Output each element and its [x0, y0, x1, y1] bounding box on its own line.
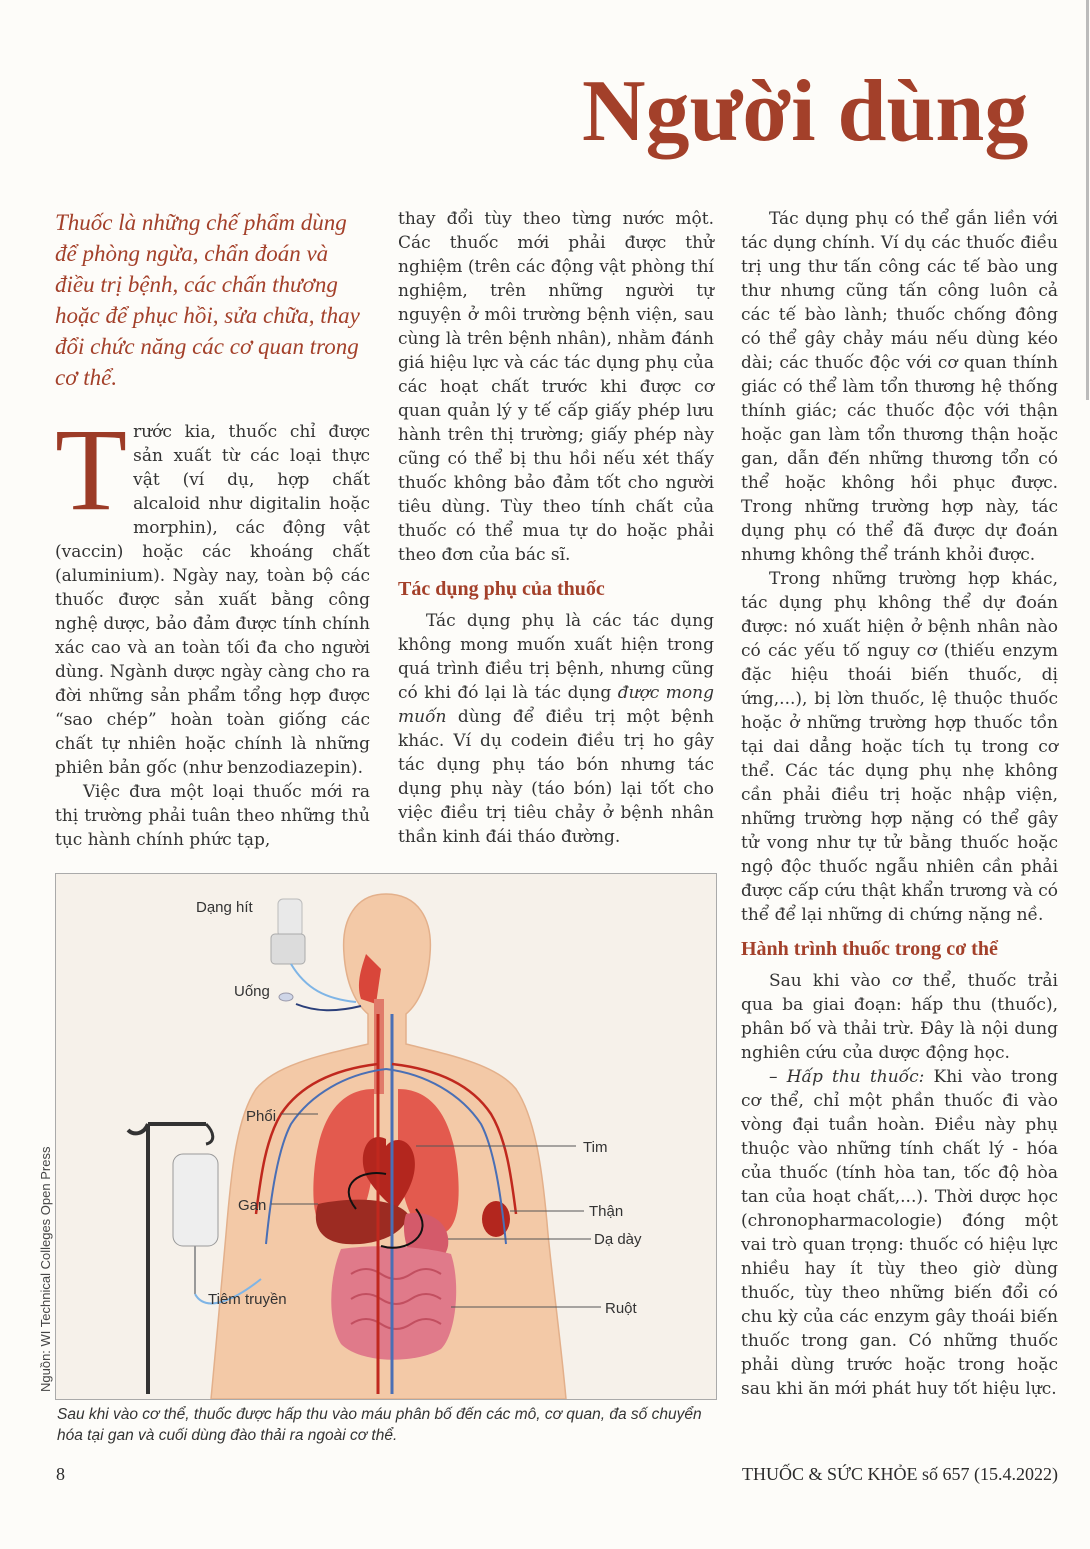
lead-paragraph: Thuốc là những chế phẩm dùng để phòng ngừa, chẩn đoán và điều trị bệnh, các chấn thương hoặc để phục hồi, sửa chữa, thay đổi chức năng các cơ quan trong cơ thể. [55, 210, 360, 390]
oral-arrow [296, 1004, 361, 1010]
label-liver: Gan [238, 1197, 267, 1214]
kidney [482, 1201, 510, 1237]
paragraph: Trước kia, thuốc chỉ được sản xuất từ các loại thực vật (ví dụ, hợp chất alcaloid như digitalin hoặc morphin), các động vật (vaccin) hoặc các khoáng chất (aluminium). Ngày nay, toàn bộ các thuốc được sản xuất bằng công nghệ dược, bảo đảm được tính chính xác cao và an toàn tối đa cho người dùng. Ngành dược ngày càng cho ra đời những sản phẩm tổng hợp được “sao chép” hoàn toàn giống các chất tự nhiên hoặc chính là những phiên bản gốc (như benzodiazepin). [55, 404, 370, 778]
body-illustration [56, 874, 716, 1399]
column-2 [398, 207, 714, 849]
paragraph: – Hấp thu thuốc: Khi vào trong cơ thể, chỉ một phần thuốc đi vào vòng đại tuần hoàn. Điều này phụ thuộc vào những tính chất lý - hóa của thuốc (tính hòa tan, tốc độ hòa tan của hoạt chất,...). Thời dược học (chronopharmacologie) đóng một vai trò quan trọng: thuốc có hiệu lực nhiều hay ít tùy theo giờ dùng thuốc, tùy theo những biến đổi có chu kỳ của các enzym gây thoái biến thuốc trong gan. Có những thuốc phải dùng trước hoặc trong hoặc sau khi ăn mới phát huy tốt hiệu lực. [741, 1067, 1058, 1399]
label-heart: Tim [583, 1139, 608, 1156]
paragraph: Sau khi vào cơ thể, thuốc trải qua ba giai đoạn: hấp thu (thuốc), phân bố và thải trừ. Đây là nội dung nghiên cứu của dược động học. [741, 971, 1058, 1063]
page-title: Người dùng [582, 63, 1029, 160]
label-kidney: Thận [589, 1203, 624, 1220]
page-number: 8 [56, 1464, 65, 1484]
paragraph: Trong những trường hợp khác, tác dụng phụ không thể dự đoán được: nó xuất hiện ở bệnh nhân nào có các yếu tố nguy cơ (thiếu enzym đặc hiệu thoái biến thuốc, dị ứng,...), bị lờn thuốc, lệ thuộc thuốc hoặc ở những trường hợp thuốc tồn tại dai dẳng hoặc tích tụ trong cơ thể. Các tác dụng phụ nhẹ không cần phải điều trị hoặc nhập viện, những trường hợp nặng có thể gây tử vong như tự tử bằng thuốc hoặc ngộ độc thuốc ngẫu nhiên cần phải được cấp cứu thật khẩn trương và có thể để lại những di chứng nặng nề. [741, 569, 1058, 925]
label-intestine: Ruột [605, 1300, 637, 1317]
figure-source: Nguồn: WI Technical Colleges Open Press [38, 1146, 53, 1392]
paragraph: Tác dụng phụ có thể gắn liền với tác dụng chính. Ví dụ các thuốc điều trị ung thư tấn công các tế bào ung thư nhưng cũng tấn công luôn cả các tế bào lành; thuốc chống đông có thể gây chảy máu nếu dùng kéo dài; các thuốc độc với cơ quan thính giác có thể làm tổn thương hệ thống thính giác; các thuốc độc với thận hoặc gan làm tổn thương thận hoặc gan, dẫn đến những thương tổn có thể hoặc không hồi phục được. Trong những trường hợp này, tác dụng phụ có thể đã được dự đoán nhưng không thể tránh khỏi được. [741, 209, 1058, 565]
column-3 [741, 207, 1058, 1401]
inhaler-canister [278, 899, 302, 937]
pill-icon [279, 993, 293, 1001]
section-heading-drug-journey: Hành trình thuốc trong cơ thể [741, 938, 998, 960]
label-inhaler: Dạng hít [196, 899, 253, 916]
anatomy-figure [55, 873, 717, 1400]
drop-cap: T [55, 404, 128, 535]
footer-issue: THUỐC & SỨC KHỎE số 657 (15.4.2022) [742, 1464, 1058, 1484]
section-heading-side-effects: Tác dụng phụ của thuốc [398, 578, 605, 600]
paragraph: Việc đưa một loại thuốc mới ra thị trường phải tuân theo những thủ tục hành chính phức tạp, [55, 782, 370, 850]
iv-bag [173, 1154, 218, 1246]
label-stomach: Dạ dày [594, 1231, 642, 1248]
label-iv: Tiêm truyền [208, 1291, 287, 1308]
label-oral: Uống [234, 983, 270, 1000]
column-1 [55, 404, 370, 852]
page-edge-line [1086, 0, 1089, 400]
paragraph: Tác dụng phụ là các tác dụng không mong muốn xuất hiện trong quá trình điều trị bệnh, nhưng cũng có khi đó lại là tác dụng được mong muốn dùng để điều trị một bệnh khác. Ví dụ codein điều trị ho gây tác dụng phụ táo bón nhưng tác dụng phụ này (táo bón) lại tốt cho việc điều trị tiêu chảy ở bệnh nhân thần kinh đái tháo đường. [398, 611, 714, 847]
inhaler-body [271, 934, 305, 964]
paragraph: thay đổi tùy theo từng nước một. Các thuốc mới phải được thử nghiệm (trên các động vật phòng thí nghiệm, trên những người tự nguyện ở môi trường bệnh viện, sau cùng là trên bệnh nhân), nhằm đánh giá hiệu lực và các tác dụng phụ của các hoạt chất trước khi được cơ quan quản lý y tế cấp giấy phép lưu hành trên thị trường; giấy phép này cũng có thể bị thu hồi nếu xét thấy thuốc không bảo đảm tốt cho người tiêu dùng. Tùy theo tính chất của thuốc có thể mua tự do hoặc phải theo đơn của bác sĩ. [398, 209, 714, 565]
label-lung: Phổi [246, 1108, 277, 1125]
iv-hook [206, 1124, 213, 1144]
figure-caption: Sau khi vào cơ thể, thuốc được hấp thu vào máu phân bố đến các mô, cơ quan, đa số chuyển hóa tại gan và cuối dùng đào thải ra ngoài cơ thể. [57, 1406, 702, 1444]
